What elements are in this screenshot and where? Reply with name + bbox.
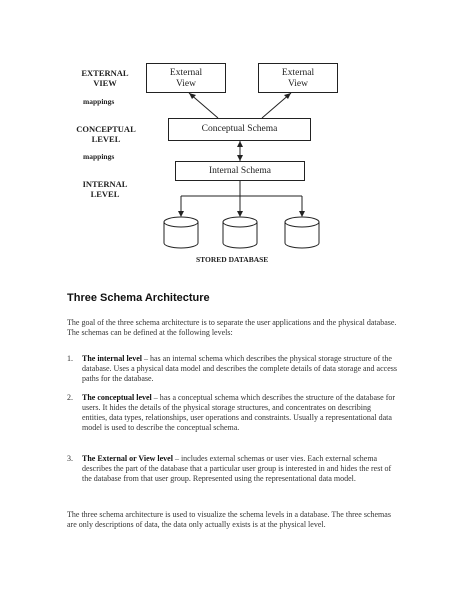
list-item-conceptual-level bbox=[67, 393, 398, 433]
external-view-box-2 bbox=[258, 63, 338, 93]
conceptual-schema-box: Conceptual Schema bbox=[168, 118, 311, 141]
level-label-line: LEVEL bbox=[91, 134, 121, 144]
list-number: 3. bbox=[67, 454, 73, 463]
external-view-text: View bbox=[287, 79, 308, 89]
level-label-line: VIEW bbox=[93, 78, 117, 88]
list-term: The internal level bbox=[82, 354, 142, 363]
closing-paragraph: The three schema architecture is used to visualize the schema levels in a database. The three schemas are only descriptions of data, the data only actually exists is at the physical level. bbox=[67, 510, 391, 529]
arrowhead-db-2 bbox=[237, 211, 243, 217]
list-number: 2. bbox=[67, 393, 73, 402]
database-cylinder-1 bbox=[164, 217, 198, 248]
arrowhead-db-1 bbox=[178, 211, 184, 217]
external-view-text: External bbox=[169, 68, 203, 78]
arrowhead-db-3 bbox=[299, 211, 305, 217]
database-cylinder-3 bbox=[285, 217, 319, 248]
three-schema-diagram bbox=[0, 0, 474, 275]
external-view-text: External bbox=[281, 68, 315, 78]
level-label-line: INTERNAL bbox=[82, 179, 128, 189]
arrowhead-concept bbox=[237, 141, 243, 147]
intro-paragraph: The goal of the three schema architecture is to separate the user applications and the physical database. The schemas can be defined at the following levels: bbox=[67, 318, 397, 337]
list-number: 1. bbox=[67, 354, 73, 363]
mappings-label-2: mappings bbox=[83, 152, 115, 161]
external-view-box-1 bbox=[146, 63, 226, 93]
section-heading: Three Schema Architecture bbox=[67, 292, 210, 304]
internal-level-label bbox=[72, 179, 138, 199]
level-label-line: CONCEPTUAL bbox=[76, 124, 136, 134]
list-text: – has a conceptual schema which describes the structure of the database for users. It hides the details of the physical storage structures, and concentrates on describing entities, data types, relationships, user operations and constraints. Usually a representational data model is used to describe the conceptual schema. bbox=[82, 393, 396, 432]
level-label-line: LEVEL bbox=[90, 189, 120, 199]
list-item-internal-level bbox=[67, 354, 398, 384]
list-item-external-level bbox=[67, 454, 398, 484]
mappings-label-1: mappings bbox=[83, 97, 115, 106]
list-term: The External or View level bbox=[82, 454, 173, 463]
list-text: – includes external schemas or user vies. Each external schema describes the part of the database that a particular user group is interested in and hides the rest of the database from that user group. Represented using the representational data model. bbox=[82, 454, 392, 483]
conceptual-level-label bbox=[68, 124, 144, 144]
stored-database-label: STORED DATABASE bbox=[196, 255, 269, 264]
database-cylinder-2 bbox=[223, 217, 257, 248]
external-view-label bbox=[70, 68, 140, 88]
internal-schema-box: Internal Schema bbox=[175, 161, 305, 181]
list-term: The conceptual level bbox=[82, 393, 152, 402]
list-text: – has an internal schema which describes the physical storage structure of the database. Uses a physical data model and describes the complete details of data storage and access paths for the database. bbox=[82, 354, 397, 383]
external-view-text: View bbox=[175, 79, 196, 89]
level-label-line: EXTERNAL bbox=[81, 68, 129, 78]
